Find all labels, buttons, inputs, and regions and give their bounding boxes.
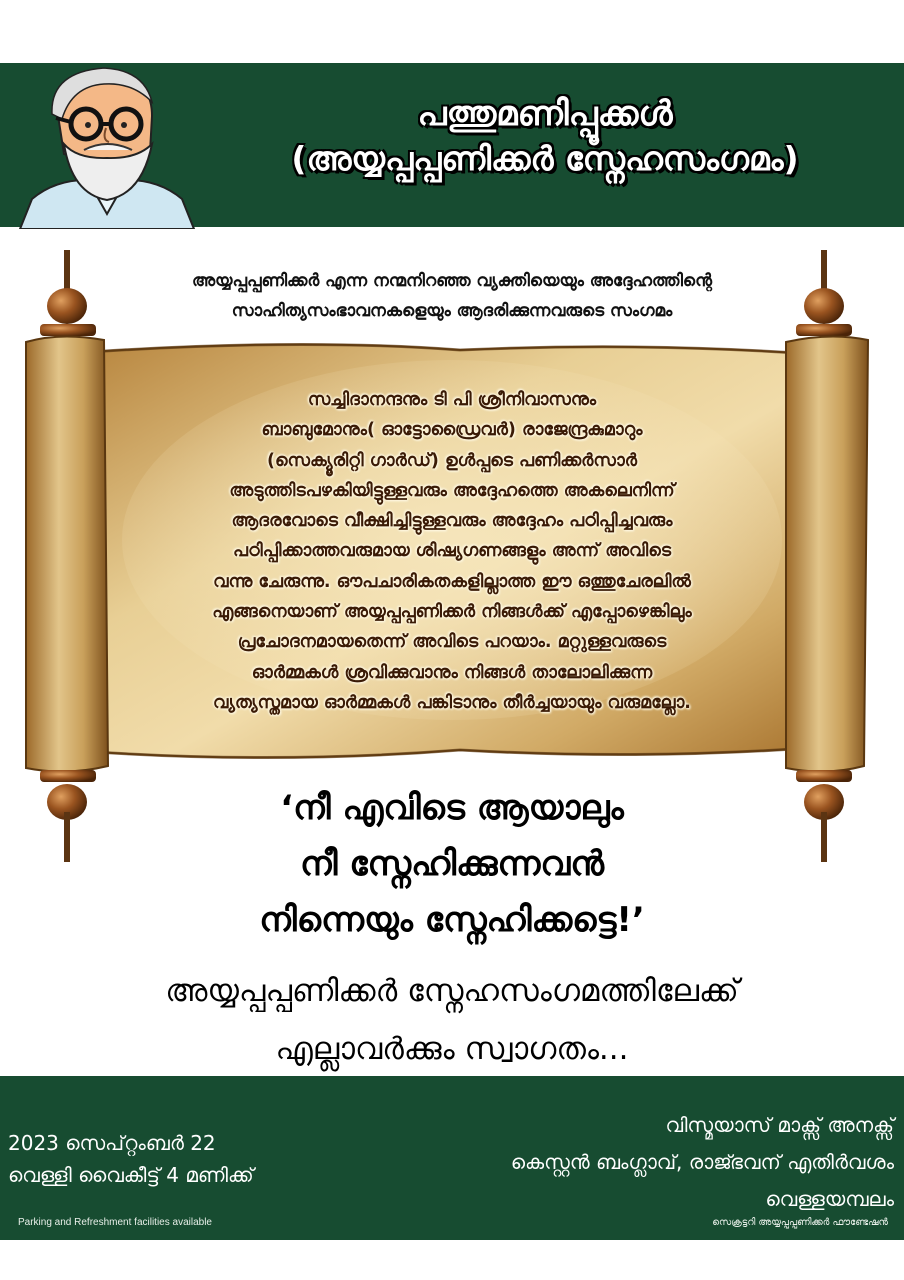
event-tagline (80, 266, 824, 326)
scroll-text-line: ഓർമ്മകൾ ശ്രവിക്കുവാനും നിങ്ങൾ താലോലിക്കുന്ന (251, 662, 653, 683)
title-main: പത്തുമണിപ്പൂക്കൾ (417, 94, 673, 134)
organizer-signature: സെക്രട്ടറി അയ്യപ്പപ്പണിക്കർ ഫൗണ്ടേഷൻ (712, 1217, 888, 1228)
event-datetime (8, 1127, 254, 1191)
event-title (200, 92, 890, 182)
facilities-note: Parking and Refreshment facilities available (18, 1217, 212, 1228)
scroll-description (118, 385, 786, 718)
poem-quote (100, 780, 804, 948)
venue-name: വിസ്മയാസ് മാക്സ് അനക്സ് (665, 1113, 894, 1137)
scroll-text-line: എങ്ങനെയാണ് അയ്യപ്പപ്പണിക്കർ നിങ്ങൾക്ക് എപ്പോഴെങ്കിലും (212, 602, 692, 623)
scroll-text-line: സച്ചിദാനന്ദനും ടി പി ശ്രീനിവാസനും (307, 390, 597, 410)
scroll-text-line: വ്യത്യസ്തമായ ഓർമ്മകൾ പങ്കിടാനും തീർച്ചയായും വരുമല്ലോ. (213, 692, 691, 713)
venue-locality: വെള്ളയമ്പലം (765, 1187, 894, 1211)
title-subtitle: (അയ്യപ്പപ്പണിക്കർ സ്നേഹസംഗമം) (291, 139, 799, 178)
scroll-text-line: ആദരവോടെ വീക്ഷിച്ചിട്ടുള്ളവരും അദ്ദേഹം പഠിപ്പിച്ചവരും (231, 511, 673, 532)
scroll-text-line: അടുത്തിടപഴകിയിട്ടുള്ളവരും അദ്ദേഹത്തെ അകലെനിന്ന് (229, 480, 675, 501)
scroll-text-line: പഠിപ്പിക്കാത്തവരുമായ ശിഷ്യഗണങ്ങളും അന്ന് അവിടെ (232, 541, 671, 562)
quote-line: നീ സ്നേഹിക്കുന്നവൻ (299, 844, 605, 884)
footer-band (0, 1076, 904, 1240)
venue-address: കെസ്റ്റൻ ബംഗ്ലാവ്, രാജ്ഭവന് എതിർവശം (510, 1150, 894, 1174)
scroll-text-line: വന്നു ചേരുന്നു. ഔപചാരികതകളില്ലാത്ത ഈ ഒത്തുചേരലിൽ (213, 571, 691, 592)
event-time: വെള്ളി വൈകീട്ട് 4 മണിക്ക് (8, 1163, 254, 1187)
tagline-line: അയ്യപ്പപ്പണിക്കർ എന്ന നന്മനിറഞ്ഞ വ്യക്തിയെയും അദ്ദേഹത്തിന്റെ (192, 271, 712, 291)
scroll-text-line: പ്രചോദനമായതെന്ന് അവിടെ പറയാം. മറ്റുള്ളവരുടെ (237, 632, 667, 653)
welcome-line: എല്ലാവർക്കും സ്വാഗതം... (275, 1031, 629, 1067)
quote-line: നിന്നെയും സ്നേഹിക്കട്ടെ!’ (259, 900, 645, 940)
scroll-text-line: (സെക്യൂരിറ്റി ഗാർഡ്) ഉൾപ്പടെ പണിക്കർസാർ (267, 450, 637, 471)
scroll-text-line: ബാബുമോനും( ഓട്ടോഡ്രൈവർ) രാജേന്ദ്രകുമാറും (261, 420, 643, 441)
welcome-line: അയ്യപ്പപ്പണിക്കർ സ്നേഹസംഗമത്തിലേക്ക് (165, 973, 739, 1009)
welcome-message (60, 962, 844, 1078)
event-date: 2023 സെപ്റ്റംബർ 22 (8, 1131, 216, 1155)
poet-portrait-illustration (12, 64, 202, 229)
event-venue (511, 1107, 894, 1218)
tagline-line: സാഹിത്യസംഭാവനകളെയും ആദരിക്കുന്നവരുടെ സംഗമം (231, 301, 673, 321)
quote-line: ‘നീ എവിടെ ആയാലും (280, 788, 624, 828)
